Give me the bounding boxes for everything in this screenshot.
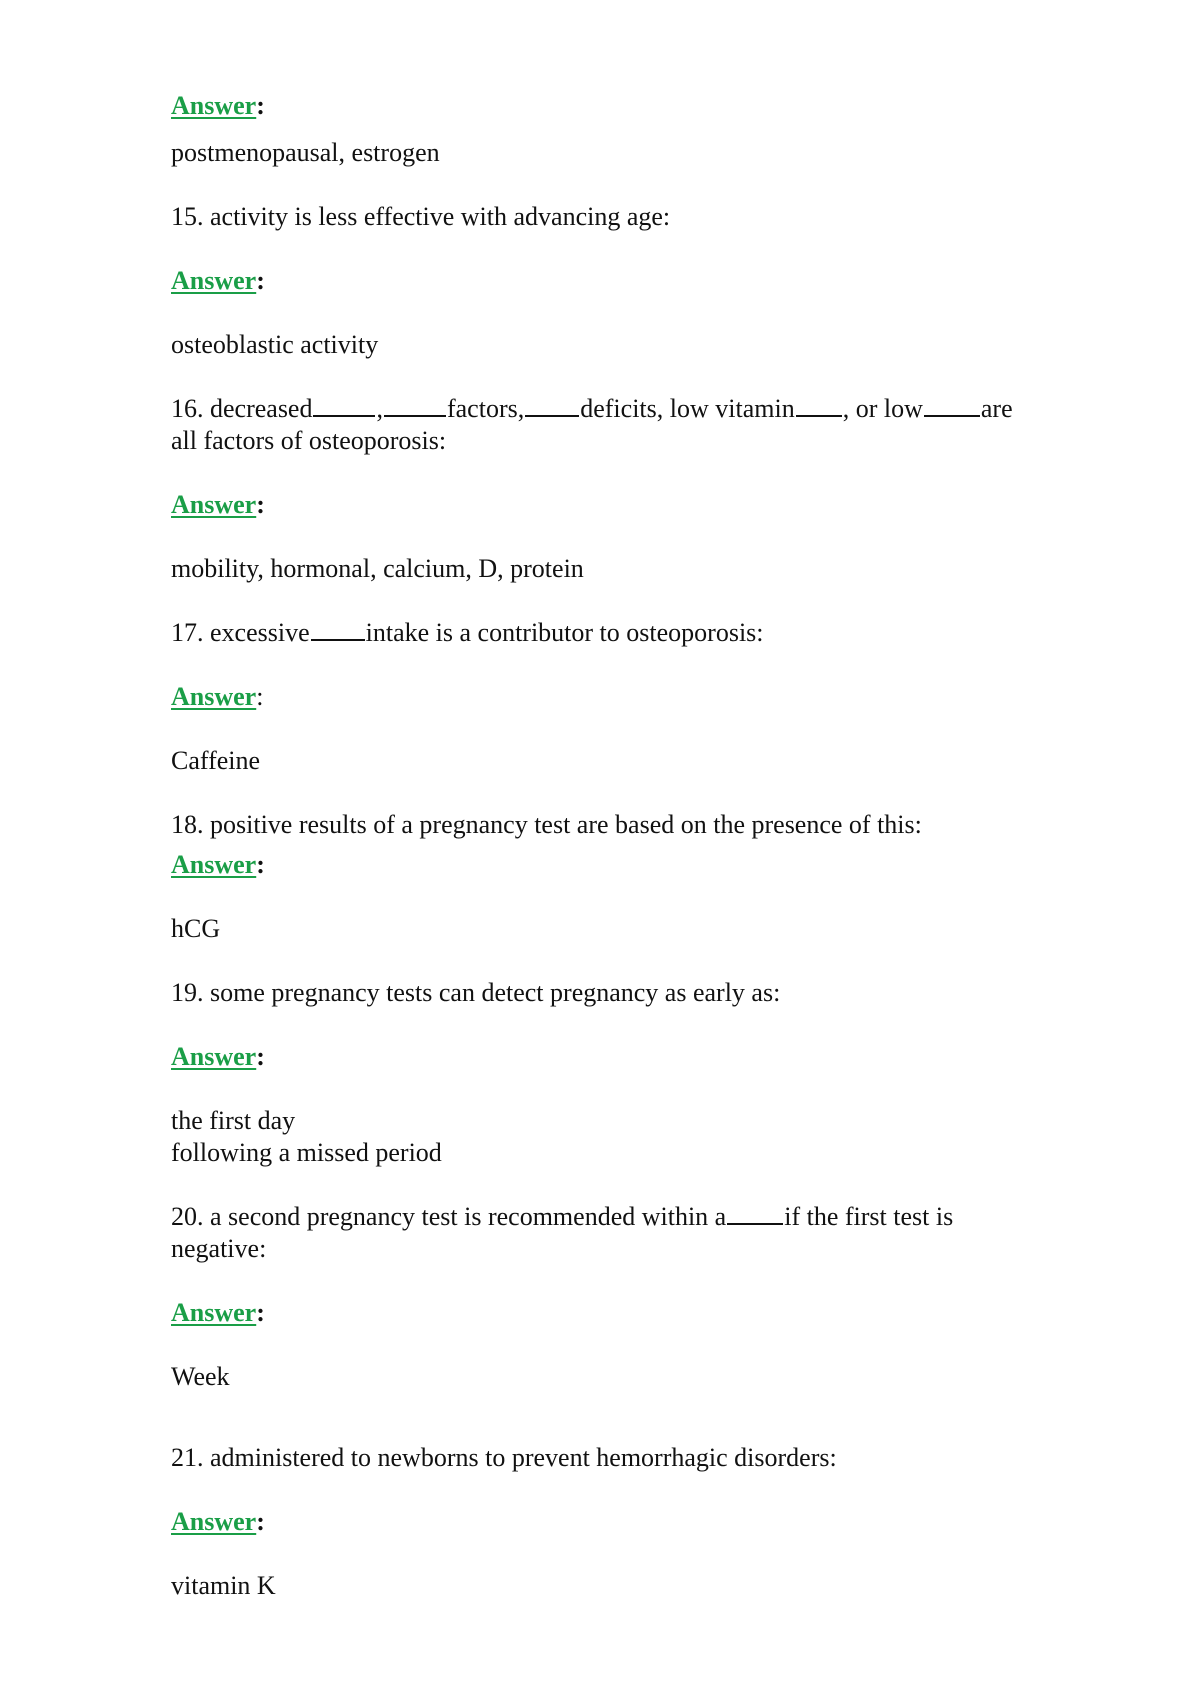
q20-part-1: 20. a second pregnancy test is recommended within a: [171, 1202, 727, 1231]
fill-blank: [924, 393, 980, 417]
answer-colon: :: [256, 1298, 265, 1327]
answer-heading-21: [171, 1506, 265, 1538]
answer-heading-16: [171, 489, 265, 521]
question-20-line-1: [171, 1201, 953, 1233]
answer-heading-14: [171, 90, 265, 122]
q17-part-1: 17. excessive: [171, 618, 310, 647]
answer-text-14: postmenopausal, estrogen: [171, 138, 440, 167]
q16-part-3: factors,: [446, 394, 525, 423]
q17-part-2: intake is a contributor to osteoporosis:: [365, 618, 764, 647]
question-20-line-2: negative:: [171, 1234, 267, 1263]
answer-colon: :: [256, 490, 265, 519]
answer-text-21: vitamin K: [171, 1571, 276, 1600]
answer-heading-18: [171, 849, 265, 881]
answer-text-16: mobility, hormonal, calcium, D, protein: [171, 554, 584, 583]
answer-text-19-line-1: the first day: [171, 1106, 296, 1135]
answer-text-19-line-2: following a missed period: [171, 1138, 442, 1167]
answer-heading-19: [171, 1041, 265, 1073]
answer-colon: :: [256, 266, 265, 295]
fill-blank: [384, 393, 446, 417]
question-19: 19. some pregnancy tests can detect pregnancy as early as:: [171, 978, 781, 1007]
answer-colon: :: [256, 682, 264, 711]
answer-text-15: osteoblastic activity: [171, 330, 379, 359]
question-18: 18. positive results of a pregnancy test are based on the presence of this:: [171, 810, 922, 839]
question-21: 21. administered to newborns to prevent hemorrhagic disorders:: [171, 1443, 837, 1472]
answer-label: Answer: [171, 682, 257, 711]
answer-label: Answer: [171, 490, 257, 519]
question-16-line-2: all factors of osteoporosis:: [171, 426, 447, 455]
answer-heading-17: [171, 681, 263, 713]
question-15: 15. activity is less effective with advancing age:: [171, 202, 671, 231]
q16-part-2: ,: [376, 394, 383, 423]
answer-label: Answer: [171, 850, 257, 879]
q16-part-5: , or low: [842, 394, 923, 423]
question-16-line-1: [171, 393, 1013, 425]
answer-label: Answer: [171, 1042, 257, 1071]
fill-blank: [313, 393, 375, 417]
answer-label: Answer: [171, 91, 257, 120]
answer-label: Answer: [171, 266, 257, 295]
answer-text-18: hCG: [171, 914, 221, 943]
answer-colon: :: [256, 1042, 265, 1071]
q20-part-2: if the first test is: [784, 1202, 954, 1231]
question-17: [171, 617, 764, 649]
q16-part-6: are: [980, 394, 1013, 423]
fill-blank: [796, 393, 842, 417]
answer-label: Answer: [171, 1507, 257, 1536]
answer-colon: :: [256, 91, 265, 120]
q16-part-1: 16. decreased: [171, 394, 313, 423]
fill-blank: [727, 1201, 783, 1225]
answer-label: Answer: [171, 1298, 257, 1327]
answer-colon: :: [256, 1507, 265, 1536]
answer-heading-15: [171, 265, 265, 297]
q16-part-4: deficits, low vitamin: [580, 394, 795, 423]
answer-text-17: Caffeine: [171, 746, 261, 775]
answer-text-20: Week: [171, 1362, 230, 1391]
answer-colon: :: [256, 850, 265, 879]
answer-heading-20: [171, 1297, 265, 1329]
fill-blank: [525, 393, 579, 417]
fill-blank: [311, 617, 365, 641]
